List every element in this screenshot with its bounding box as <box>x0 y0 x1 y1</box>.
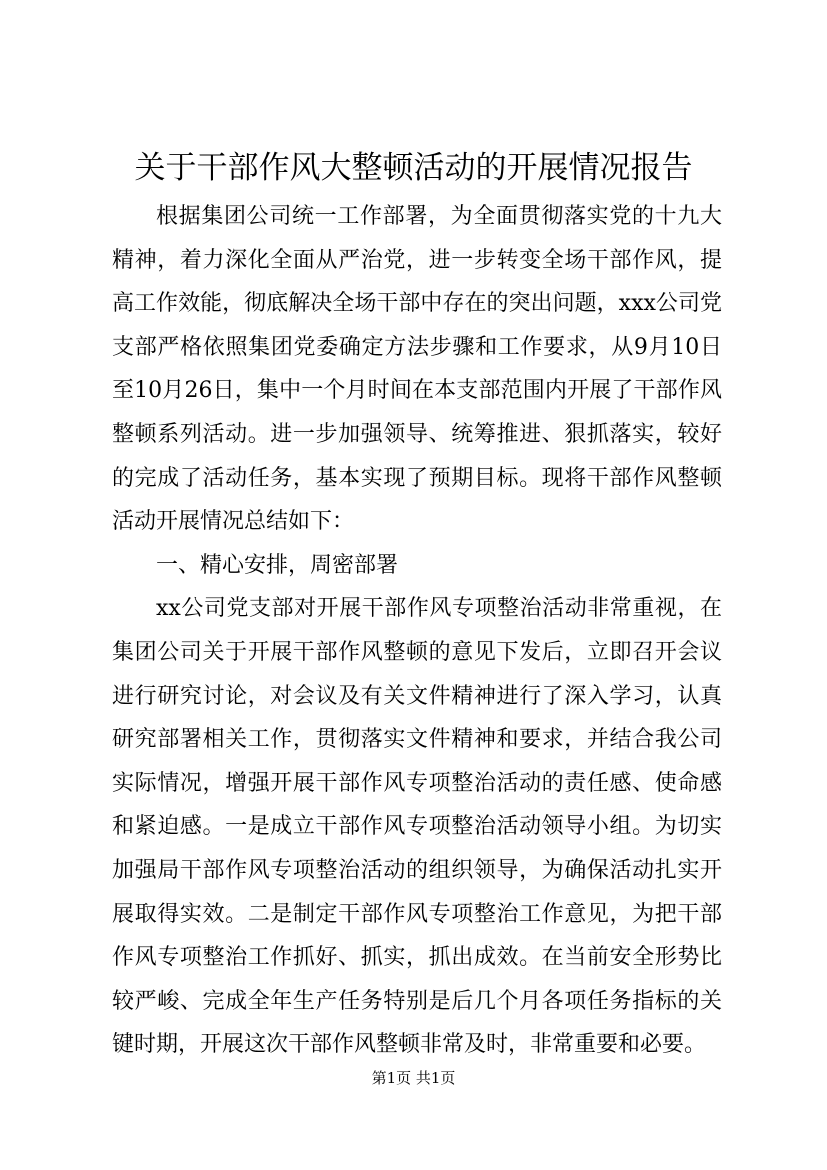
page-footer: 第1页 共1页 <box>371 1069 456 1087</box>
document-body <box>112 195 722 1067</box>
section-heading-1: 一、精心安排，周密部署 <box>156 552 399 578</box>
paragraph-section-1: xx公司党支部对开展干部作风专项整治活动非常重视，在集团公司关于开展干部作风整顿的意见下发后，立即召开会议进行研究讨论，对会议及有关文件精神进行了深入学习，认真研究部署相关工作，贯彻落实文件精神和要求，并结合我公司实际情况，增强开展干部作风专项整治活动的责任感、使命感和紧迫感。一是成立干部作风专项整治活动领导小组。为切实加强局干部作风专项整治活动的组织领导，为确保活动扎实开展取得实效。二是制定干部作风专项整治工作意见，为把干部作风专项整治工作抓好、抓实，抓出成效。在当前安全形势比较严峻、完成全年生产任务特别是后几个月各项任务指标的关键时期，开展这次干部作风整顿非常及时，非常重要和必要。 <box>112 596 722 1058</box>
document-title: 关于干部作风大整顿活动的开展情况报告 <box>134 150 693 186</box>
paragraph-intro: 根据集团公司统一工作部署，为全面贯彻落实党的十九大精神，着力深化全面从严治党，进一步转变全场干部作风，提高工作效能，彻底解决全场干部中存在的突出问题，xxx公司党支部严格依照集团党委确定方法步骤和工作要求，从9月10日至10月26日，集中一个月时间在本支部范围内开展了干部作风整顿系列活动。进一步加强领导、统筹推进、狠抓落实，较好的完成了活动任务，基本实现了预期目标。现将干部作风整顿活动开展情况总结如下： <box>112 204 722 535</box>
